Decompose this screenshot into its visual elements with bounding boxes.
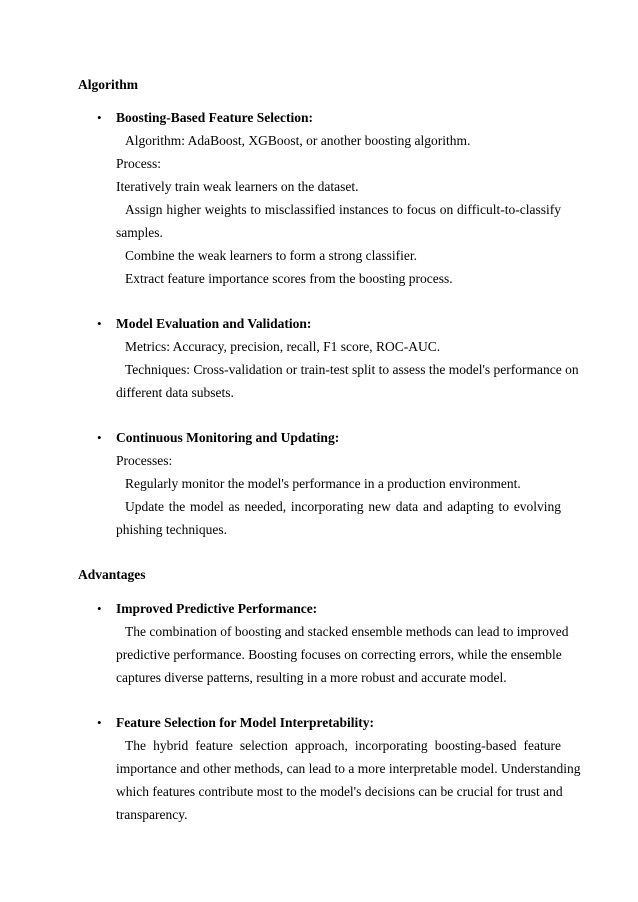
item-title-boosting: Boosting-Based Feature Selection: — [116, 110, 313, 125]
text-line: Algorithm: AdaBoost, XGBoost, or another boosting algorithm. — [125, 133, 471, 148]
section-heading-algorithm: Algorithm — [78, 77, 138, 92]
text-line: Assign higher weights to misclassified instances to focus on difficult-to-classify — [125, 202, 561, 217]
text-line: Combine the weak learners to form a strong classifier. — [125, 248, 418, 263]
text-line: samples. — [116, 225, 163, 240]
text-line: The combination of boosting and stacked ensemble methods can lead to improved — [125, 624, 569, 639]
text-line: Metrics: Accuracy, precision, recall, F1 score, ROC-AUC. — [125, 339, 441, 354]
bullet: • — [97, 316, 102, 331]
text-line: Process: — [116, 156, 161, 171]
text-line: Update the model as needed, incorporating new data and adapting to evolving — [125, 499, 561, 514]
bullet: • — [97, 715, 102, 730]
item-title-monitoring: Continuous Monitoring and Updating: — [116, 430, 340, 445]
text-line: Processes: — [116, 453, 173, 468]
text-line: different data subsets. — [116, 385, 234, 400]
text-line: importance and other methods, can lead to a more interpretable model. Understanding — [116, 761, 581, 776]
text-line: transparency. — [116, 807, 188, 822]
item-title-evaluation: Model Evaluation and Validation: — [116, 316, 312, 331]
bullet: • — [97, 601, 102, 616]
text-line: predictive performance. Boosting focuses on correcting errors, while the ensemble — [116, 647, 562, 662]
text-line: Extract feature importance scores from the boosting process. — [125, 271, 453, 286]
text-line: phishing techniques. — [116, 522, 227, 537]
text-line: Iteratively train weak learners on the dataset. — [116, 179, 359, 194]
section-heading-advantages: Advantages — [78, 567, 146, 582]
text-line: The hybrid feature selection approach, incorporating boosting-based feature — [125, 738, 561, 753]
text-line: which features contribute most to the model's decisions can be crucial for trust and — [116, 784, 563, 799]
text-line: Regularly monitor the model's performance in a production environment. — [125, 476, 521, 491]
text-line: captures diverse patterns, resulting in a more robust and accurate model. — [116, 670, 507, 685]
bullet: • — [97, 430, 102, 445]
item-title-predictive: Improved Predictive Performance: — [116, 601, 318, 616]
text-line: Techniques: Cross-validation or train-test split to assess the model's performance on — [125, 362, 579, 377]
bullet: • — [97, 110, 102, 125]
item-title-interpretability: Feature Selection for Model Interpretability: — [116, 715, 374, 730]
